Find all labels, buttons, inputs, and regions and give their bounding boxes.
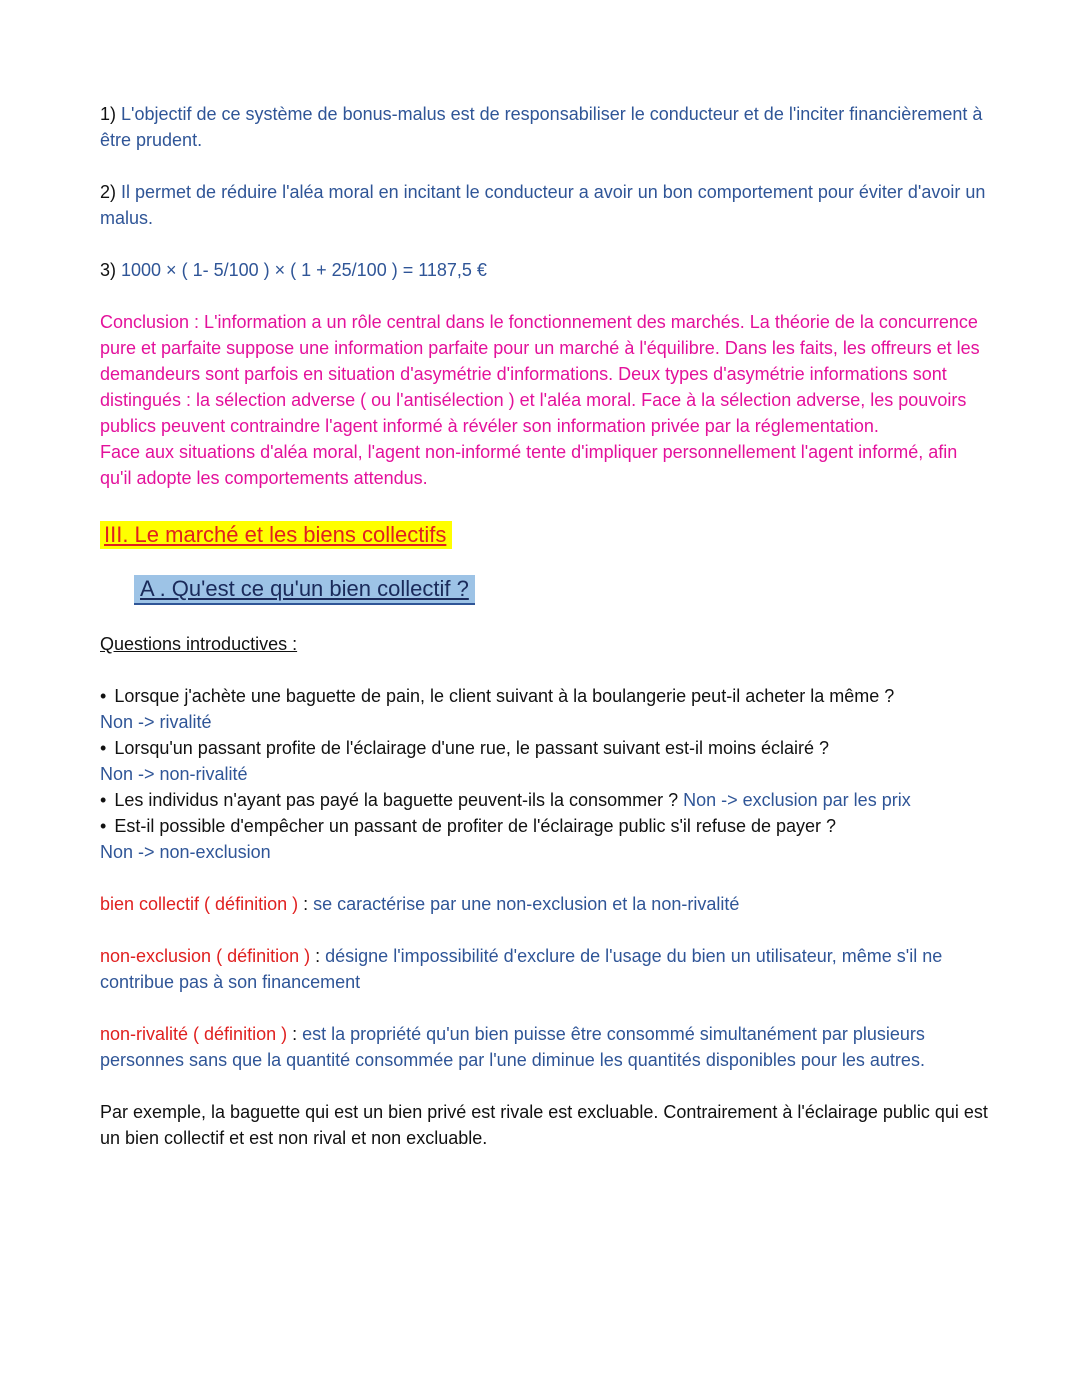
definition-term: non-rivalité ( définition ) [100, 1024, 288, 1044]
question-3-answer: Non -> exclusion par les prix [678, 790, 911, 810]
definition-term: bien collectif ( définition ) [100, 894, 299, 914]
question-4-text: Est-il possible d'empêcher un passant de profiter de l'éclairage public s'il refuse de payer ? [114, 816, 837, 836]
definition-non-exclusion [100, 943, 990, 995]
definition-separator: : [310, 946, 326, 966]
document-page [100, 101, 990, 1151]
question-3-text: Les individus n'ayant pas payé la baguette peuvent-ils la consommer ? [114, 790, 679, 810]
answer-2-text: Il permet de réduire l'aléa moral en incitant le conducteur a avoir un bon comportement pour éviter d'avoir un malus. [100, 182, 986, 228]
definition-text: désigne l'impossibilité d'exclure de l'usage du bien un utilisateur, même s'il ne contribue pas à son financement [100, 946, 943, 992]
answer-1-text: L'objectif de ce système de bonus-malus est de responsabiliser le conducteur et de l'inciter financièrement à être prudent. [100, 104, 983, 150]
answer-3 [100, 257, 990, 283]
definition-separator: : [298, 894, 314, 914]
example-paragraph: Par exemple, la baguette qui est un bien privé est rivale est excluable. Contrairement à l'éclairage public qui est un bien collectif et est non rival et non excluable. [100, 1102, 988, 1148]
definition-bien-collectif [100, 891, 990, 917]
question-2-answer: Non -> non-rivalité [100, 764, 248, 784]
answer-3-text: 1000 × ( 1- 5/100 ) × ( 1 + 25/100 ) = 1187,5 € [116, 260, 487, 280]
definition-text: se caractérise par une non-exclusion et la non-rivalité [313, 894, 740, 914]
section-heading: III. Le marché et les biens collectifs [100, 521, 452, 549]
subsection-heading-wrap [100, 549, 990, 605]
question-3 [100, 787, 990, 813]
definition-separator: : [287, 1024, 303, 1044]
definition-text: est la propriété qu'un bien puisse être consommé simultanément par plusieurs personnes sans que la quantité consommée par l'une diminue les quantités disponibles pour les autres. [100, 1024, 925, 1070]
conclusion-paragraph: Conclusion : L'information a un rôle central dans le fonctionnement des marchés. La théorie de la concurrence pure et parfaite suppose une information parfaite pour un marché à l'équilibre. Dans les faits, les offreurs et les demandeurs sont parfois en situation d'asymétrie d'informations. Deux types d'asymétrie informations sont distingués : la sélection adverse ( ou l'antisélection ) et l'aléa moral. Face à la sélection adverse, les pouvoirs publics peuvent contraindre l'agent informé à révéler son information privée par la réglementation. [100, 312, 980, 436]
questions-heading: Questions introductives : [100, 634, 298, 654]
definition-non-rivalite [100, 1021, 990, 1073]
answer-1 [100, 101, 990, 153]
question-2 [100, 735, 990, 761]
question-2-text: Lorsqu'un passant profite de l'éclairage d'une rue, le passant suivant est-il moins éclairé ? [114, 738, 830, 758]
question-4 [100, 813, 990, 839]
answer-2 [100, 179, 990, 231]
question-1-answer: Non -> rivalité [100, 712, 212, 732]
answer-3-number: 3) [100, 260, 117, 280]
answer-1-number: 1) [100, 104, 117, 124]
section-heading-wrap [100, 517, 990, 549]
answer-2-number: 2) [100, 182, 117, 202]
definition-term: non-exclusion ( définition ) [100, 946, 311, 966]
question-1-text: Lorsque j'achète une baguette de pain, le client suivant à la boulangerie peut-il acheter la même ? [114, 686, 895, 706]
subsection-heading: A . Qu'est ce qu'un bien collectif ? [134, 575, 475, 605]
conclusion-paragraph-2: Face aux situations d'aléa moral, l'agent non-informé tente d'impliquer personnellement l'agent informé, afin qu'il adopte les comportements attendus. [100, 442, 958, 488]
questions-list [100, 683, 990, 865]
question-4-answer: Non -> non-exclusion [100, 842, 271, 862]
question-1 [100, 683, 990, 709]
